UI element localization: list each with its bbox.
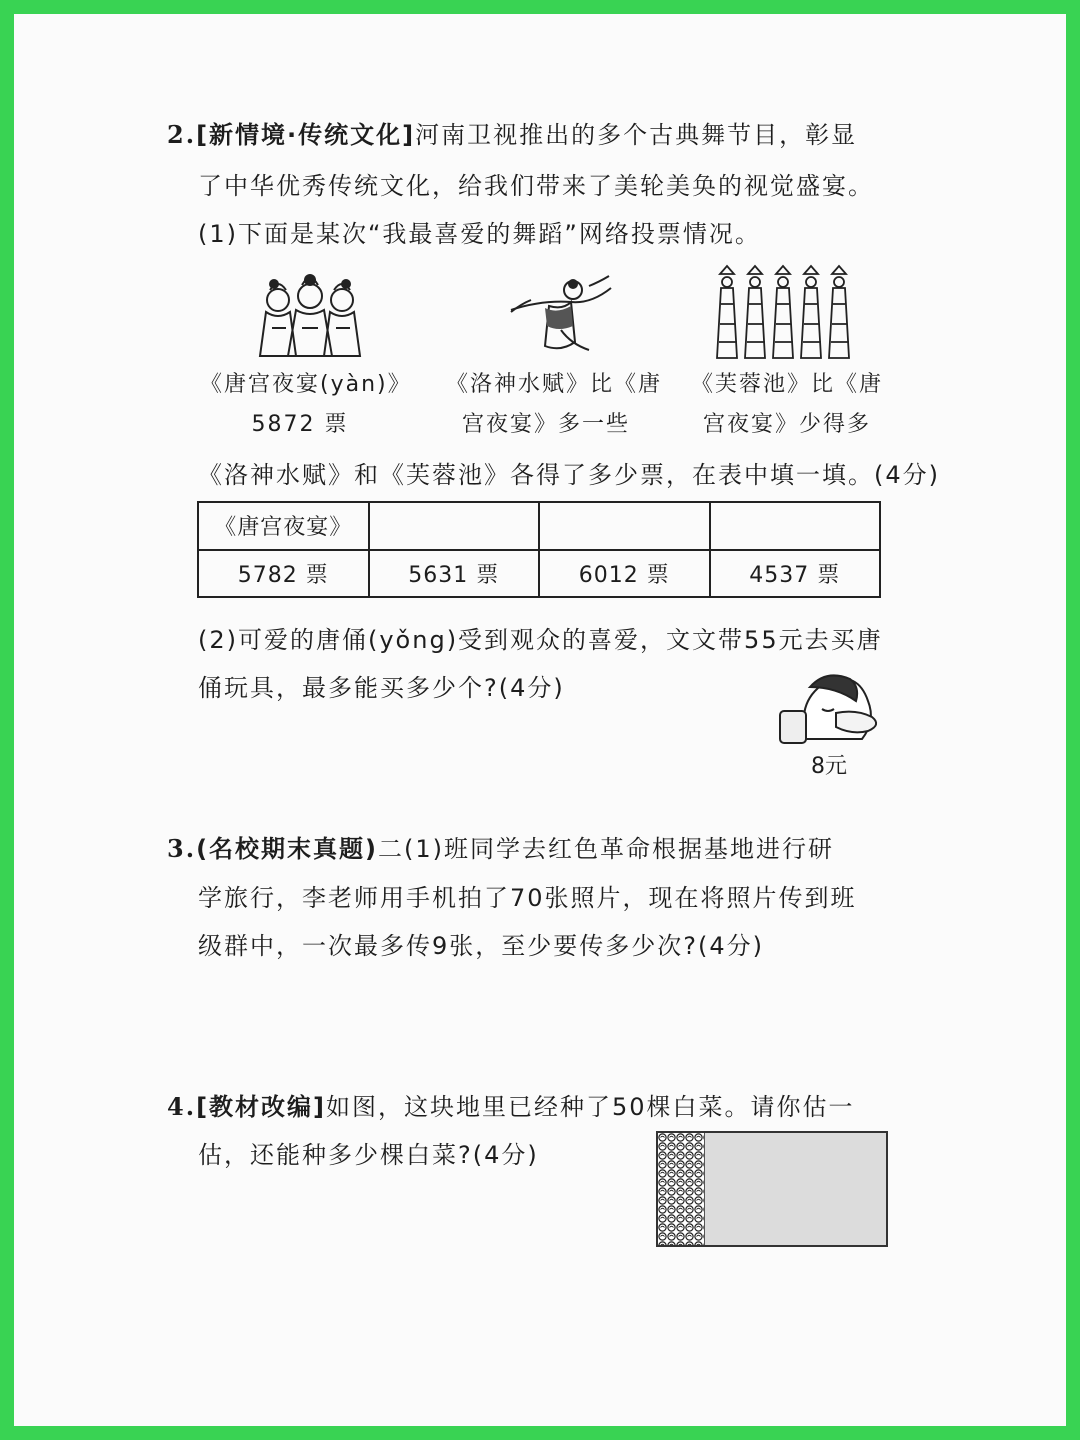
- q3-text-1: 二(1)班同学去红色革命根据基地进行研: [378, 835, 834, 863]
- q2-number: 2.: [167, 120, 197, 149]
- q3-number: 3.: [167, 834, 197, 863]
- worksheet-page: [14, 14, 1066, 1426]
- caption-1-line1: 《唐宫夜宴(yàn)》: [200, 372, 412, 397]
- table-cell: 5631 票: [369, 550, 540, 598]
- q2-line1: [167, 115, 857, 150]
- caption-3-line2: 宫夜宴》少得多: [702, 412, 871, 437]
- table-row: [198, 502, 880, 550]
- q2-line2: 了中华优秀传统文化，给我们带来了美轮美奂的视觉盛宴。: [198, 172, 874, 200]
- luoshen-dancer-illustration: [501, 270, 621, 360]
- q4-number: 4.: [167, 1092, 197, 1121]
- cabbage-field-figure: [656, 1131, 888, 1247]
- figurine-price: 8元: [811, 754, 847, 779]
- q2-part2-line1: (2)可爱的唐俑(yǒng)受到观众的喜爱，文文带55元去买唐: [198, 626, 883, 654]
- caption-3-line1: 《芙蓉池》比《唐: [690, 372, 883, 397]
- caption-1-line2: 5872 票: [251, 412, 349, 437]
- planted-cabbages-illustration: [658, 1133, 705, 1245]
- q4-tag: [教材改编]: [196, 1093, 326, 1121]
- table-cell: 5782 票: [198, 550, 369, 598]
- tang-figurine-illustration: [766, 669, 886, 749]
- q3-line3: 级群中，一次最多传9张，至少要传多少次?(4分): [198, 932, 765, 960]
- tang-palace-dancers-illustration: [250, 270, 370, 360]
- table-cell: 4537 票: [710, 550, 881, 598]
- q2-part2-line2: 俑玩具，最多能买多少个?(4分): [198, 674, 565, 702]
- q2-text-1: 河南卫视推出的多个古典舞节目，彰显: [415, 121, 858, 149]
- table-cell: 《唐宫夜宴》: [198, 502, 369, 550]
- q4-text-1: 如图，这块地里已经种了50棵白菜。请你估一: [326, 1093, 855, 1121]
- vote-table: [197, 501, 881, 598]
- furong-dancers-illustration: [712, 264, 862, 364]
- table-cell-blank[interactable]: [710, 502, 881, 550]
- q4-line1: [167, 1087, 855, 1122]
- table-cell-blank[interactable]: [369, 502, 540, 550]
- q3-line1: [167, 829, 834, 864]
- caption-2-line1: 《洛神水赋》比《唐: [446, 372, 663, 397]
- q3-line2: 学旅行，李老师用手机拍了70张照片，现在将照片传到班: [198, 884, 857, 912]
- q2-question1: 《洛神水赋》和《芙蓉池》各得了多少票，在表中填一填。(4分): [198, 461, 940, 489]
- table-cell: 6012 票: [539, 550, 710, 598]
- caption-2-line2: 宫夜宴》多一些: [461, 412, 630, 437]
- table-cell-blank[interactable]: [539, 502, 710, 550]
- table-row: [198, 550, 880, 598]
- q2-part1: (1)下面是某次“我最喜爱的舞蹈”网络投票情况。: [198, 220, 761, 248]
- q2-tag: [新情境·传统文化]: [196, 121, 416, 149]
- q4-line2: 估，还能种多少棵白菜?(4分): [198, 1141, 539, 1169]
- q3-tag: (名校期末真题): [196, 835, 378, 863]
